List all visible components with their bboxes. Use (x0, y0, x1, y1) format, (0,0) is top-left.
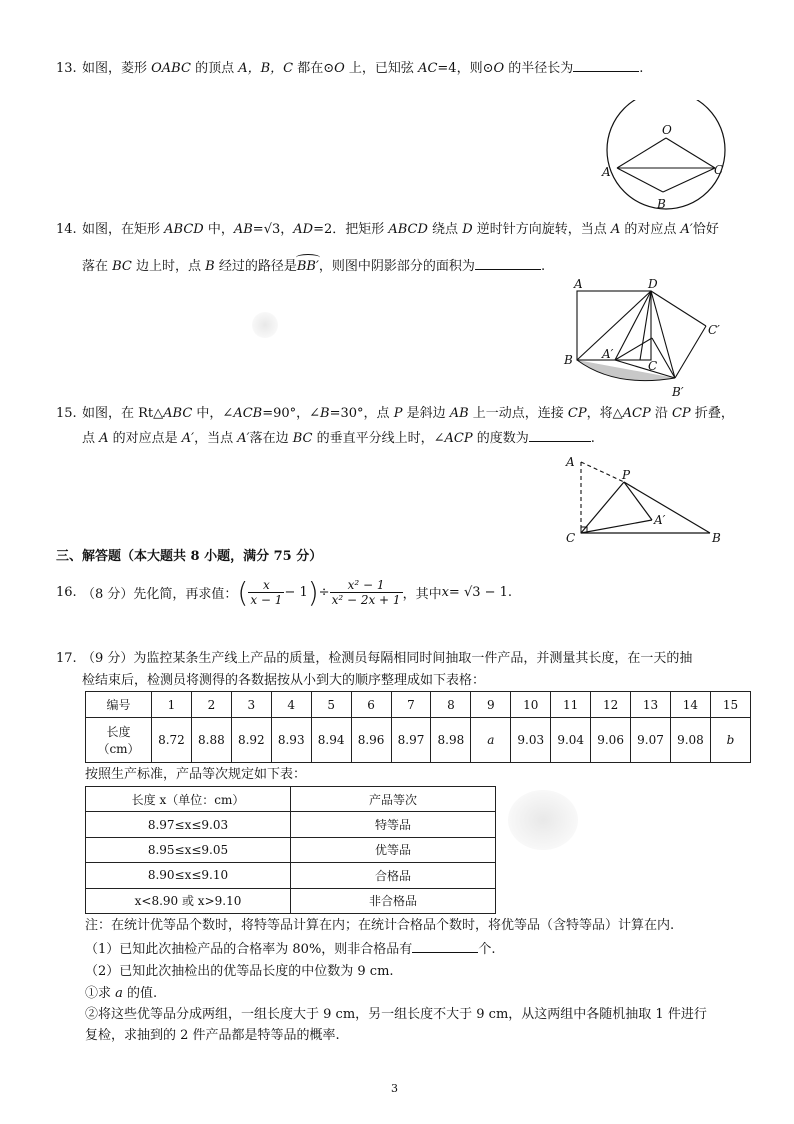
part-2-1: ①求 a 的值. (85, 986, 158, 1001)
table-cell-id: 15 (710, 692, 750, 718)
note-line: 注：在统计优等品个数时，将特等品计算在内；在统计合格品个数时，将优等品（含特等品）计算在内. (85, 918, 675, 933)
table-cell-id: 4 (271, 692, 311, 718)
question-17-line1: 17. （9 分）为监控某条生产线上产品的质量，检测员每隔相同时间抽取一件产品，并测量其长度，在一天的抽 (56, 651, 693, 666)
label-p: P (622, 468, 631, 482)
question-16: 16. （8 分）先化简，再求值： ( $\frac{x}{x - 1}$ − 1 ) ÷ $\frac{\text{x² − 1}}{\text{x² − 2x + 1}}$ ，其中 x = √3 − 1. (56, 575, 513, 609)
table-row: 8.97≤x≤9.03 特等品 (86, 812, 496, 837)
table-row (86, 718, 751, 763)
table-cell-length: 8.98 (431, 718, 471, 763)
table-cell-id: 12 (591, 692, 631, 718)
label-b-prime: B′ (672, 385, 684, 399)
part-2-2-line1: ②将这些优等品分成两组，一组长度大于 9 cm，另一组长度不大于 9 cm，从这两组中各随机抽取 1 件进行 (85, 1007, 707, 1022)
label-a: A (602, 165, 611, 179)
label-c-prime: C′ (708, 323, 720, 337)
label-c: C (714, 163, 724, 177)
table-header-cell: 编号 (86, 692, 152, 718)
measurement-table (85, 691, 751, 763)
scan-smudge (252, 312, 278, 338)
table-cell-id: 2 (191, 692, 231, 718)
scan-smudge (508, 790, 578, 850)
label-b: B (657, 197, 666, 211)
part-2-2-line2: 复检，求抽到的 2 件产品都是特等品的概率. (85, 1028, 340, 1043)
label-a-prime: A′ (602, 347, 614, 361)
part-1: （1）已知此次抽检产品的合格率为 80%，则非合格品有 个. (85, 942, 496, 957)
grade-table (85, 786, 496, 914)
table-cell-length: a (471, 718, 511, 763)
table-cell-length: 9.06 (591, 718, 631, 763)
label-a: A (574, 278, 583, 291)
label-a-prime: A′ (654, 513, 666, 527)
table-cell-id: 3 (231, 692, 271, 718)
question-17-line2: 检结束后，检测员将测得的各数据按从小到大的顺序整理成如下表格： (82, 673, 486, 688)
circle-o (607, 100, 725, 209)
table-cell-id: 5 (311, 692, 351, 718)
table-cell-length: 9.04 (551, 718, 591, 763)
table-cell-length: 8.92 (231, 718, 271, 763)
fraction-1: $\frac{x}{x - 1}$ (250, 577, 283, 607)
label-c: C (648, 359, 658, 373)
question-15-line2: 点 A 的对应点是 A′，当点 A′落在边 BC 的垂直平分线上时，∠ACP 的度数为 . (82, 431, 595, 446)
arc-bb: BB′ (296, 259, 319, 274)
question-13: 13. 如图，菱形 OABC 的顶点 A，B，C 都在⊙O 上，已知弦 AC=4，则⊙O 的半径长为 . (56, 61, 644, 76)
fraction-2: $\frac{\text{x² − 1}}{\text{x² − 2x + 1}}$ (331, 577, 401, 607)
table-cell-length: b (710, 718, 750, 763)
table-cell-length: 8.93 (271, 718, 311, 763)
q15-triangle-figure (562, 452, 732, 546)
table-cell-length: 8.97 (391, 718, 431, 763)
label-a: A (566, 455, 575, 469)
table-cell-length: 9.08 (670, 718, 710, 763)
q14-rectangle-figure (560, 278, 740, 402)
table-cell-id: 9 (471, 692, 511, 718)
table-header-cell: 长度 x（单位：cm） (86, 787, 291, 812)
table-cell-id: 6 (351, 692, 391, 718)
label-c: C (566, 531, 576, 545)
table-header-cell: 长度 （cm） (86, 718, 152, 763)
table-cell-length: 8.94 (311, 718, 351, 763)
q13-circle-figure (596, 100, 740, 212)
label-b: B (712, 531, 721, 545)
table-cell-id: 1 (152, 692, 192, 718)
table-row (86, 787, 496, 812)
table-cell-length: 8.96 (351, 718, 391, 763)
answer-blank[interactable] (573, 59, 639, 72)
question-14-line1: 14. 如图，在矩形 ABCD 中，AB=√3，AD=2．把矩形 ABCD 绕点 D 逆时针方向旋转，当点 A 的对应点 A′恰好 (56, 222, 719, 237)
table-cell-id: 10 (511, 692, 551, 718)
table-header-cell: 产品等次 (291, 787, 496, 812)
label-o: O (662, 123, 672, 137)
question-14-line2: 落在 BC 边上时，点 B 经过的路径是BB′，则图中阴影部分的面积为 . (82, 259, 546, 274)
table-cell-id: 14 (670, 692, 710, 718)
table-cell-id: 11 (551, 692, 591, 718)
table-cell-length: 8.72 (152, 718, 192, 763)
page-number: 3 (391, 1082, 398, 1095)
table-cell-id: 13 (631, 692, 671, 718)
answer-blank[interactable] (412, 940, 478, 953)
table-cell-id: 8 (431, 692, 471, 718)
label-d: D (648, 278, 658, 291)
label-b: B (564, 353, 573, 367)
standard-line: 按照生产标准，产品等次规定如下表： (85, 767, 307, 782)
answer-blank[interactable] (475, 257, 541, 270)
table-cell-length: 8.88 (191, 718, 231, 763)
table-row: 8.95≤x≤9.05 优等品 (86, 837, 496, 862)
table-row (86, 692, 751, 718)
table-row: 8.90≤x≤9.10 合格品 (86, 863, 496, 888)
table-cell-length: 9.03 (511, 718, 551, 763)
answer-blank[interactable] (529, 429, 591, 442)
part-2: （2）已知此次抽检出的优等品长度的中位数为 9 cm. (85, 964, 394, 979)
question-15-line1: 15. 如图，在 Rt△ABC 中，∠ACB=90°，∠B=30°，点 P 是斜边 AB 上一动点，连接 CP，将△ACP 沿 CP 折叠， (56, 406, 734, 421)
table-cell-id: 7 (391, 692, 431, 718)
table-cell-length: 9.07 (631, 718, 671, 763)
section-3-heading: 三、解答题（本大题共 8 小题，满分 75 分） (56, 549, 323, 564)
table-row: x<8.90 或 x>9.10 非合格品 (86, 888, 496, 913)
